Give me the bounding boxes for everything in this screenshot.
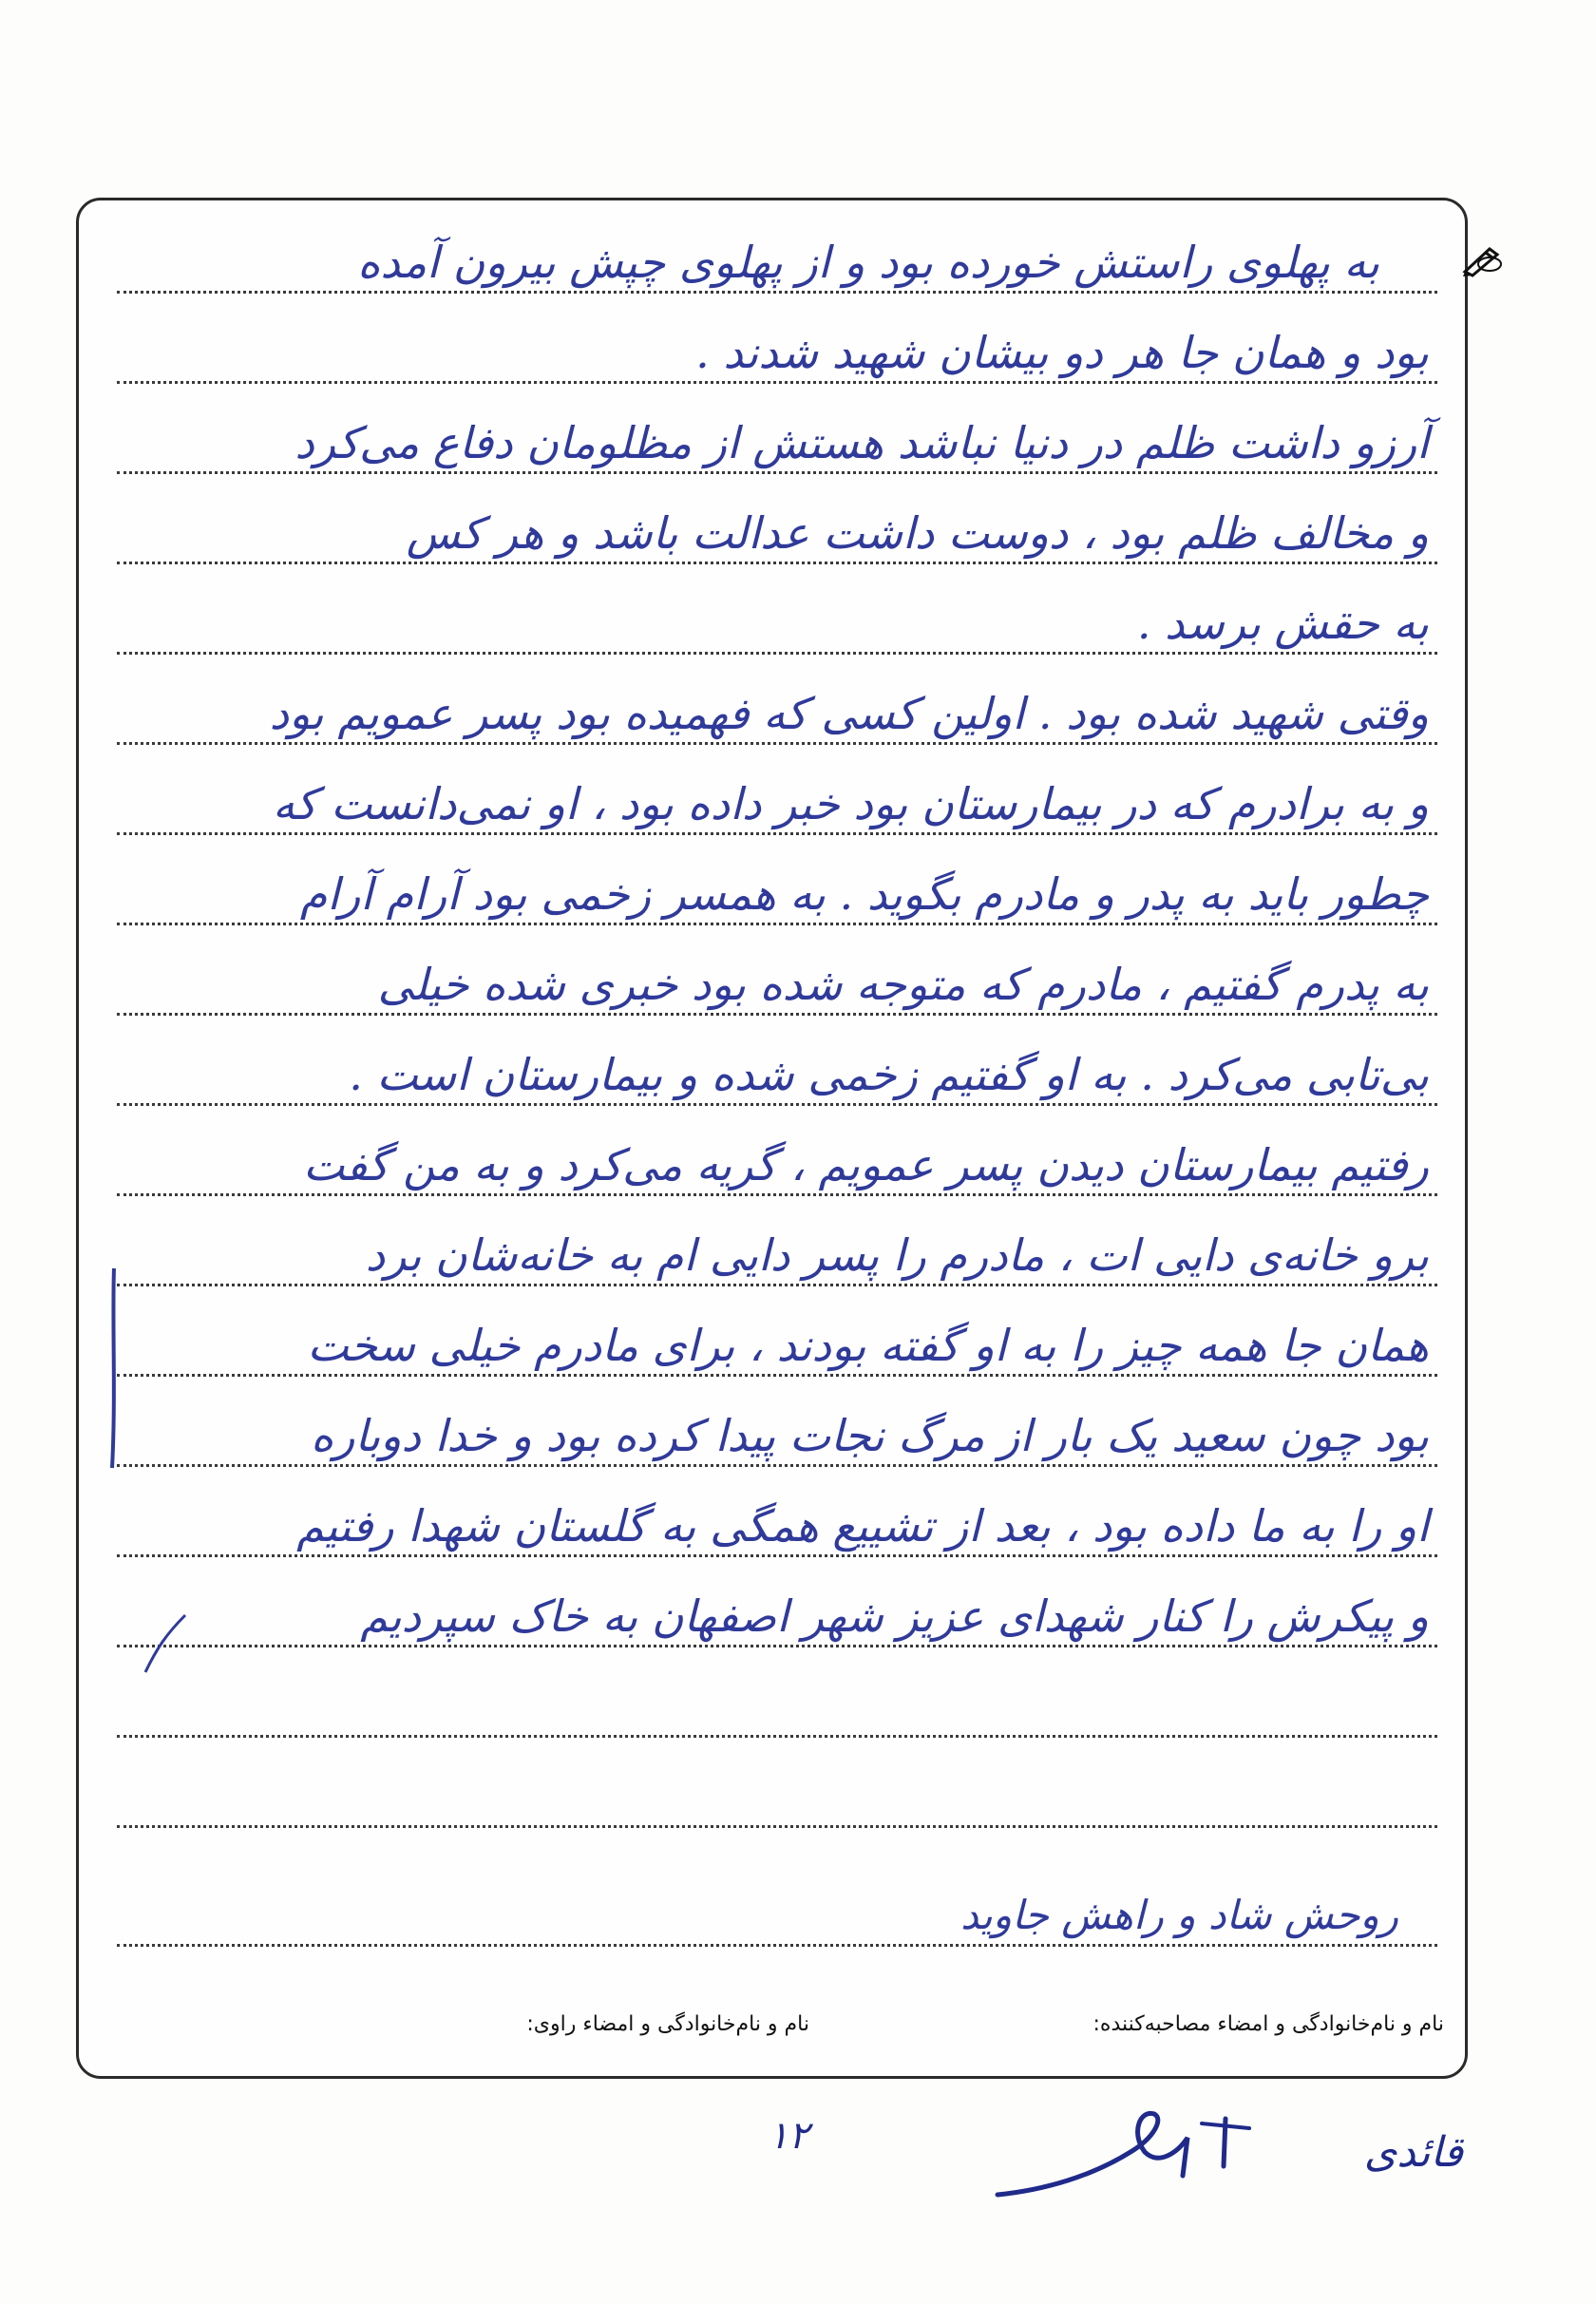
ruled-line xyxy=(117,1944,1437,1947)
page-number: ۱۲ xyxy=(768,2114,809,2158)
closing-line: روحش شاد و راهش جاوید xyxy=(960,1892,1398,1938)
interview-form-frame xyxy=(76,198,1468,2079)
handwritten-line: چطور باید به پدر و مادرم بگوید . به همسر زخمی بود آرام آرام xyxy=(299,868,1429,920)
handwritten-line: و به برادرم که در بیمارستان بود خبر داده بود ، او نمی‌دانست که xyxy=(273,778,1429,829)
margin-stroke xyxy=(95,1264,133,1473)
handwritten-line: بود چون سعید یک بار از مرگ نجات پیدا کرده بود و خدا دوباره xyxy=(311,1410,1429,1461)
ruled-line xyxy=(117,1825,1437,1828)
handwritten-line: او را به ما داده بود ، بعد از تشییع همگی به گلستان شهدا رفتیم xyxy=(296,1500,1429,1552)
handwritten-line: و مخالف ظلم بود ، دوست داشت عدالت باشد و هر کس xyxy=(406,507,1429,559)
margin-stroke xyxy=(138,1610,195,1677)
handwritten-line: و پیکرش را کنار شهدای عزیز شهر اصفهان به خاک سپردیم xyxy=(360,1590,1429,1642)
interviewer-signature-label: نام و نام‌خانوادگی و امضاء مصاحبه‌کننده: xyxy=(1092,2012,1444,2036)
handwritten-line: به پهلوی راستش خورده بود و از پهلوی چپش بیرون آمده xyxy=(357,237,1379,288)
ruled-line xyxy=(117,1735,1437,1738)
handwritten-line: برو خانه‌ی دایی ات ، مادرم را پسر دایی ام به خانه‌شان برد xyxy=(365,1229,1429,1281)
handwritten-line: وقتی شهید شده بود . اولین کسی که فهمیده بود پسر عمویم بود xyxy=(269,688,1429,739)
handwritten-line: رفتیم بیمارستان دیدن پسر عمویم ، گریه می‌کرد و به من گفت xyxy=(303,1139,1429,1190)
handwritten-line: به حقش برسد . xyxy=(1136,598,1429,649)
bottom-handwritten-name: قائدی xyxy=(1363,2128,1463,2177)
narrator-signature-label: نام و نام‌خانوادگی و امضاء راوی: xyxy=(526,2012,809,2036)
handwritten-line: همان جا همه چیز را به او گفته بودند ، برای مادرم خیلی سخت xyxy=(307,1320,1429,1371)
pen-icon xyxy=(1461,243,1503,277)
handwritten-line: آرزو داشت ظلم در دنیا نباشد هستش از مظلومان دفاع می‌کرد xyxy=(294,417,1429,468)
handwritten-line: بی‌تابی می‌کرد . به او گفتیم زخمی شده و بیمارستان است . xyxy=(349,1049,1429,1100)
handwritten-line: بود و همان جا هر دو بیشان شهید شدند . xyxy=(695,327,1429,378)
signature-mark xyxy=(988,2100,1273,2214)
handwritten-line: به پدرم گفتیم ، مادرم که متوجه شده بود خبری شده خیلی xyxy=(377,959,1429,1010)
